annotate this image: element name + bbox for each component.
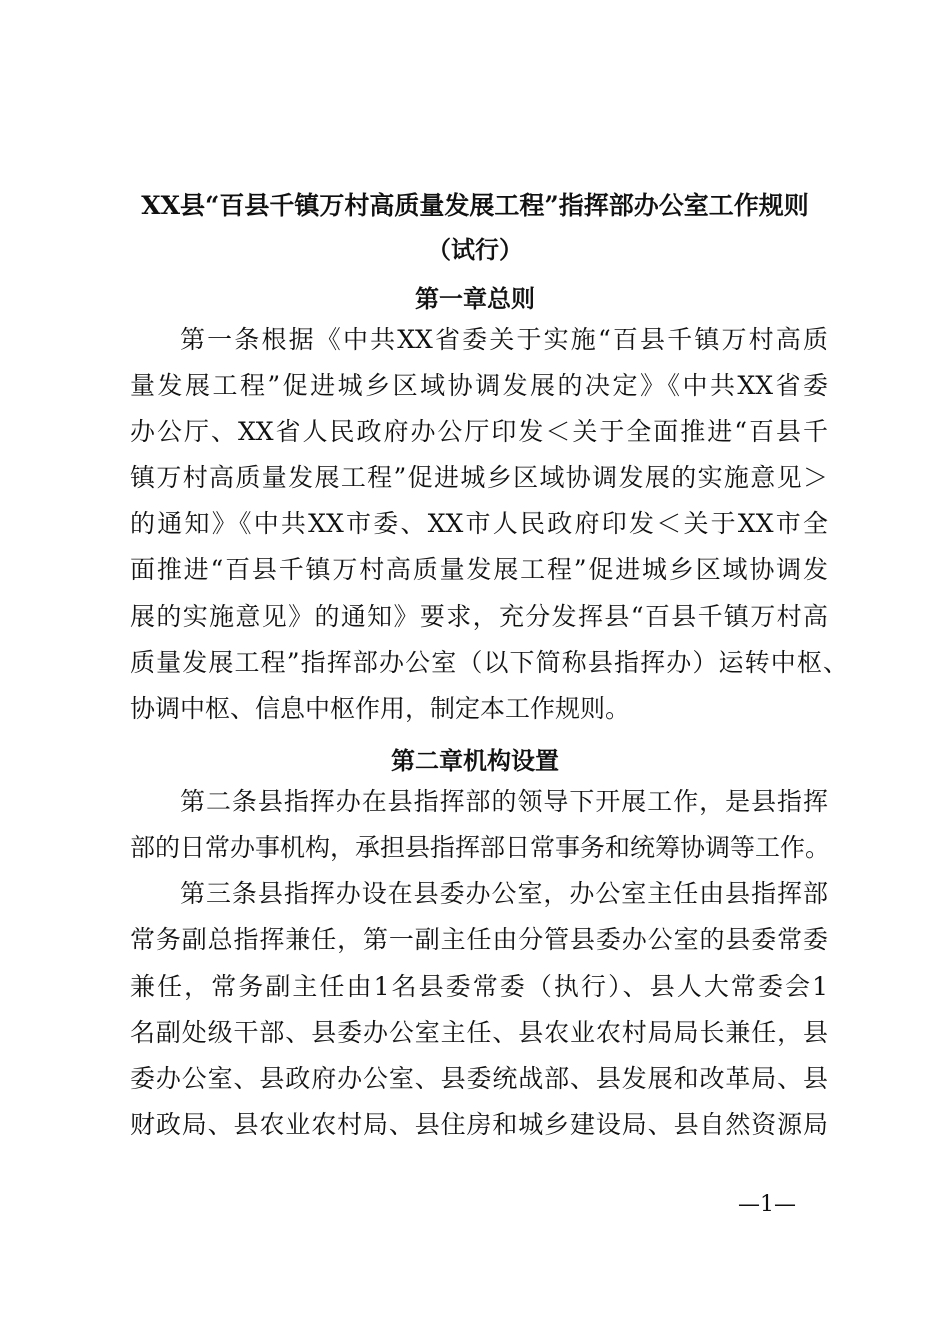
article-1-line: 量发展工程”促进城乡区域协调发展的决定》《中共XX省委 xyxy=(130,371,828,400)
article-1-line: 面推进“百县千镇万村高质量发展工程”促进城乡区域协调发 xyxy=(130,555,828,584)
article-3-line: 名副处级干部、县委办公室主任、县农业农村局局长兼任，县 xyxy=(130,1018,828,1047)
chapter-2-heading: 第二章机构设置 xyxy=(391,746,559,775)
article-1-line: 镇万村高质量发展工程”促进城乡区域协调发展的实施意见＞ xyxy=(130,463,828,492)
article-3-line: 兼任，常务副主任由1名县委常委（执行）、县人大常委会1 xyxy=(130,972,828,1001)
article-1-line: 展的实施意见》的通知》要求，充分发挥县“百县千镇万村高 xyxy=(130,602,828,631)
article-2-line: 部的日常办事机构，承担县指挥部日常事务和统筹协调等工作。 xyxy=(130,833,831,862)
article-1-line: 协调中枢、信息中枢作用，制定本工作规则。 xyxy=(130,694,631,723)
article-1-line: 办公厅、XX省人民政府办公厅印发＜关于全面推进“百县千 xyxy=(130,417,828,446)
document-title: XX县“百县千镇万村高质量发展工程”指挥部办公室工作规则 xyxy=(141,191,809,220)
article-1-line: 的通知》《中共XX市委、XX市人民政府印发＜关于XX市全 xyxy=(130,509,828,538)
document-subtitle: （试行） xyxy=(427,235,523,264)
article-3-line: 第三条县指挥办设在县委办公室，办公室主任由县指挥部 xyxy=(180,879,828,908)
article-3-line: 财政局、县农业农村局、县住房和城乡建设局、县自然资源局 xyxy=(130,1110,828,1139)
article-1-line: 第一条根据《中共XX省委关于实施“百县千镇万村高质 xyxy=(180,325,828,354)
page-number: —1— xyxy=(738,1192,796,1217)
article-1-line: 质量发展工程”指挥部办公室（以下简称县指挥办）运转中枢、 xyxy=(130,648,848,677)
article-3-line: 委办公室、县政府办公室、县委统战部、县发展和改革局、县 xyxy=(130,1064,828,1093)
article-3-line: 常务副总指挥兼任，第一副主任由分管县委办公室的县委常委 xyxy=(130,925,828,954)
article-2-line: 第二条县指挥办在县指挥部的领导下开展工作，是县指挥 xyxy=(180,787,828,816)
chapter-1-heading: 第一章总则 xyxy=(415,284,535,313)
